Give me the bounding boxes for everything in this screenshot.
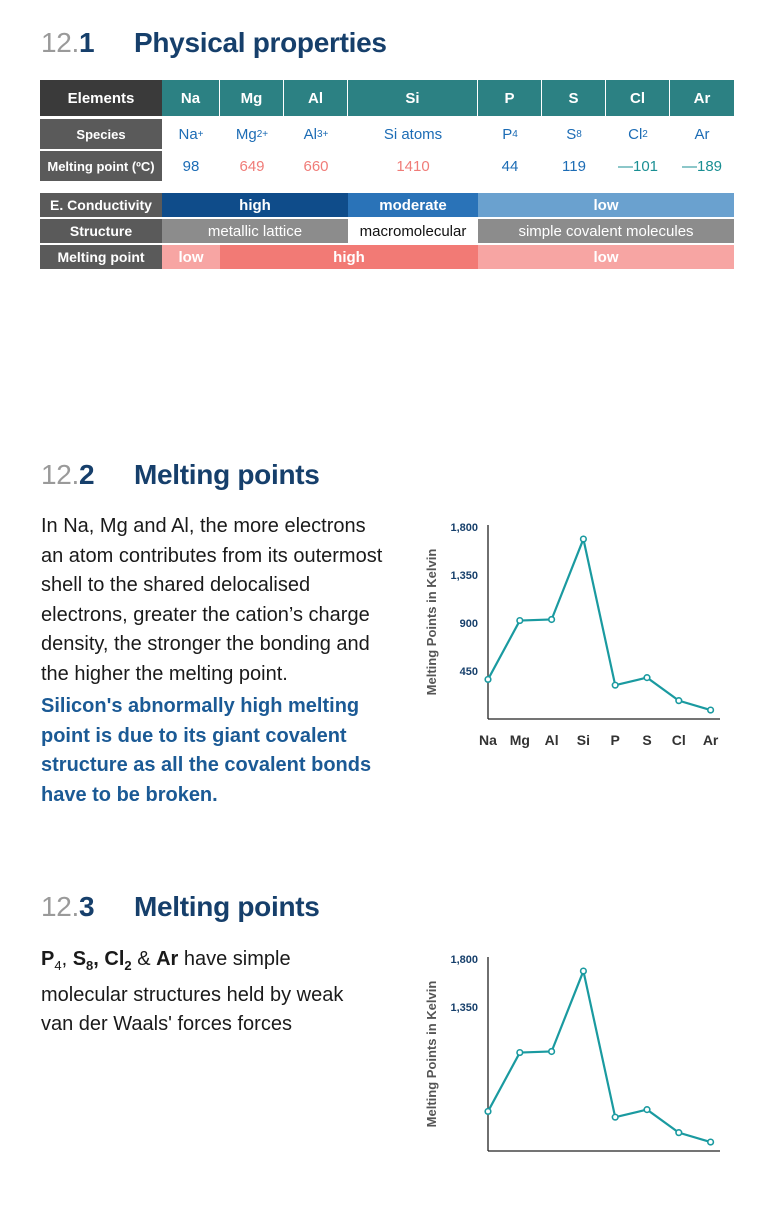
data-point xyxy=(708,1139,714,1145)
paragraph-line: have to be broken. xyxy=(41,783,218,806)
data-point xyxy=(676,1130,682,1136)
y-axis-label: Melting Points in Kelvin xyxy=(424,548,439,696)
species-ar: Ar xyxy=(156,948,179,970)
paragraph-line: shell to the shared delocalised xyxy=(41,574,311,596)
paragraph-line: density, the stronger the bonding and xyxy=(41,633,370,655)
paragraph-line: van der Waals' forces forces xyxy=(41,1013,292,1035)
species-cell: S 8 xyxy=(566,125,582,143)
data-point xyxy=(644,675,650,681)
melting-points-chart-2 xyxy=(420,944,740,1214)
row-label-melting-point: Melting point (ºC) xyxy=(40,151,162,181)
section-heading: Physical properties xyxy=(134,27,387,58)
band-conductivity-high: high xyxy=(162,193,348,217)
separator: & xyxy=(131,948,157,970)
paragraph-line: structure as all the covalent bonds xyxy=(41,754,372,776)
data-point xyxy=(612,682,618,688)
melting-point-value: —101 xyxy=(617,157,659,175)
simple-molecules-paragraph xyxy=(41,945,416,1040)
table-header-elements: Elements xyxy=(40,80,162,116)
band-structure-macromolecular: macromolecular xyxy=(348,219,478,243)
subscript: 8 xyxy=(86,958,94,973)
species-cl: Cl xyxy=(104,948,125,970)
species-p: P xyxy=(41,948,55,970)
paragraph-line: In Na, Mg and Al, the more electrons xyxy=(41,515,366,537)
x-tick-label: P xyxy=(610,732,620,748)
section-number-minor: 1 xyxy=(79,27,95,58)
species-cell: Ar xyxy=(694,125,710,143)
element-header: Si xyxy=(348,80,478,116)
section-number-major: 12. xyxy=(41,459,80,490)
species-cell: Cl 2 xyxy=(628,125,648,143)
y-tick-label: 1,350 xyxy=(450,1002,478,1014)
element-header: Cl xyxy=(606,80,670,116)
band-conductivity-moderate: moderate xyxy=(348,193,478,217)
element-header: Al xyxy=(284,80,348,116)
paragraph-line: electrons, greater the cation’s charge xyxy=(41,603,370,626)
row-label-species: Species xyxy=(40,119,162,149)
band-label-conductivity: E. Conductivity xyxy=(40,193,162,217)
species-cell: Mg 2+ xyxy=(235,125,269,143)
band-conductivity-low: low xyxy=(478,193,734,217)
paragraph-line: molecular structures held by weak xyxy=(41,983,344,1006)
y-tick-label: 1,800 xyxy=(450,954,478,966)
explanation-paragraph xyxy=(41,512,416,689)
paragraph-line: the higher the melting point. xyxy=(41,662,288,685)
band-structure-simple: simple covalent molecules xyxy=(478,219,734,243)
melting-points-chart xyxy=(420,512,740,782)
data-point xyxy=(517,1050,523,1056)
melting-point-value: 119 xyxy=(562,157,586,175)
species-cell: Si atoms xyxy=(383,125,443,143)
species-cell: Na + xyxy=(178,125,204,143)
series-line xyxy=(488,971,711,1142)
highlight-paragraph xyxy=(41,692,416,810)
band-melting-low-2: low xyxy=(478,245,734,269)
data-point xyxy=(517,618,523,624)
data-point xyxy=(644,1107,650,1113)
melting-point-value: —189 xyxy=(681,157,723,175)
x-tick-label: S xyxy=(642,732,652,748)
section-heading: Melting points xyxy=(134,891,320,922)
paragraph-line xyxy=(41,945,416,981)
x-tick-label: Cl xyxy=(671,732,686,748)
band-label-melting-point: Melting point xyxy=(40,245,162,269)
x-tick-label: Si xyxy=(576,732,591,748)
section-3-title xyxy=(41,891,320,923)
species-cell: P 4 xyxy=(502,125,518,143)
subscript: 4 xyxy=(54,958,62,973)
section-1-title xyxy=(41,27,387,59)
y-tick-label: 1,800 xyxy=(450,522,478,534)
y-tick-label: 1,350 xyxy=(450,570,478,582)
data-point xyxy=(708,707,714,713)
paragraph-line: Silicon's abnormally high melting xyxy=(41,695,360,717)
x-tick-label: Al xyxy=(544,732,559,748)
species-cell: Al 3+ xyxy=(303,125,329,143)
x-tick-label: Mg xyxy=(509,732,530,748)
y-tick-label: 450 xyxy=(459,666,478,678)
separator: , xyxy=(93,948,105,970)
section-2-title xyxy=(41,459,320,491)
data-point xyxy=(549,1049,555,1055)
separator: , xyxy=(61,948,73,970)
band-melting-high: high xyxy=(220,245,478,269)
y-axis-label: Melting Points in Kelvin xyxy=(424,980,439,1128)
element-header: S xyxy=(542,80,606,116)
element-header: P xyxy=(478,80,542,116)
paragraph-line: point is due to its giant covalent xyxy=(41,724,347,747)
data-point xyxy=(612,1114,618,1120)
melting-point-value: 1410 xyxy=(396,157,430,175)
melting-point-value: 660 xyxy=(303,157,329,175)
x-tick-label: Ar xyxy=(702,732,719,748)
data-point xyxy=(581,536,587,542)
melting-point-value: 44 xyxy=(501,157,519,175)
band-label-structure: Structure xyxy=(40,219,162,243)
element-header: Na xyxy=(162,80,220,116)
paragraph-line: an atom contributes from its outermost xyxy=(41,544,383,567)
y-tick-label: 900 xyxy=(459,618,478,630)
melting-point-value: 649 xyxy=(239,157,265,175)
section-number-minor: 2 xyxy=(79,459,95,490)
section-number-minor: 3 xyxy=(79,891,95,922)
series-line xyxy=(488,539,711,710)
species-s: S xyxy=(72,948,87,970)
data-point xyxy=(485,677,491,683)
paragraph-text: have simple xyxy=(178,948,291,970)
x-tick-label: Na xyxy=(479,732,497,748)
data-point xyxy=(676,698,682,704)
data-point xyxy=(549,617,555,623)
subscript: 2 xyxy=(124,958,132,973)
band-structure-metallic: metallic lattice xyxy=(162,219,348,243)
section-number-major: 12. xyxy=(41,27,80,58)
data-point xyxy=(485,1109,491,1115)
data-point xyxy=(581,968,587,974)
section-heading: Melting points xyxy=(134,459,320,490)
element-header: Mg xyxy=(220,80,284,116)
section-number-major: 12. xyxy=(41,891,80,922)
band-melting-low-1: low xyxy=(162,245,220,269)
melting-point-value: 98 xyxy=(182,157,200,175)
element-header: Ar xyxy=(670,80,734,116)
